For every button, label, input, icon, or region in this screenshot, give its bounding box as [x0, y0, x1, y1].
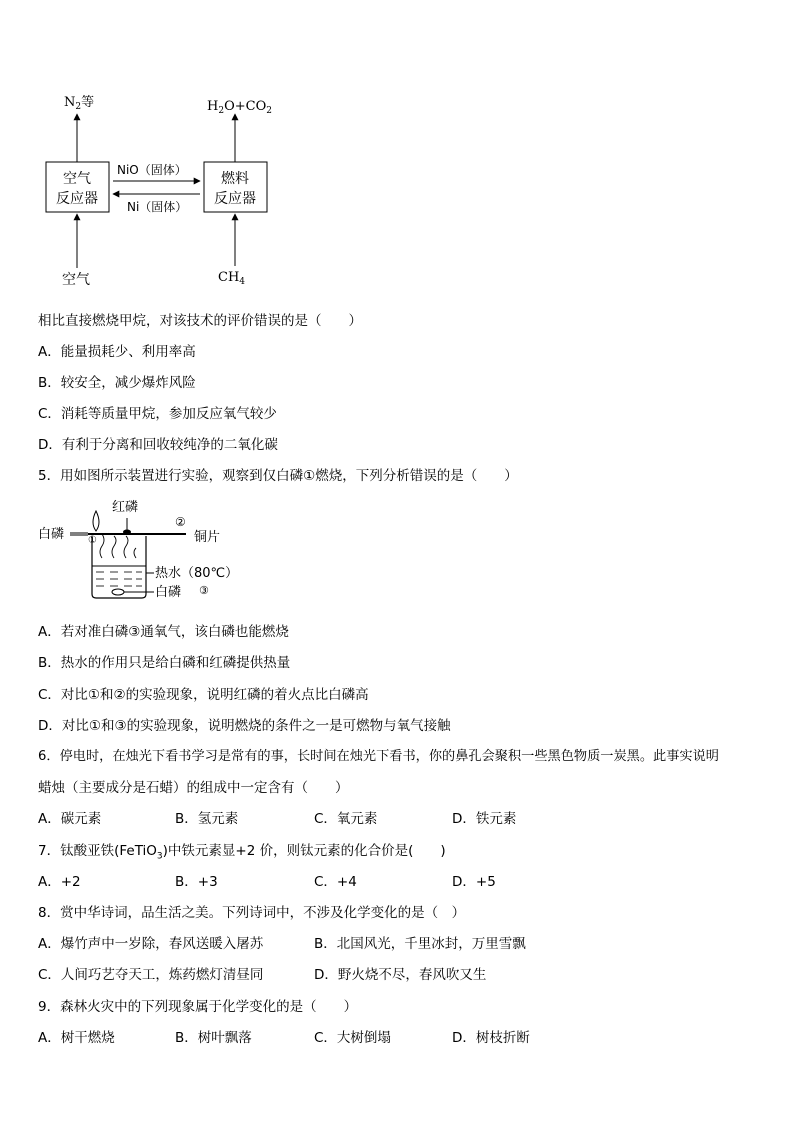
flame-icon — [93, 511, 99, 531]
q9-option-d: D．树枝折断 — [452, 1030, 530, 1046]
q4-option-d: D．有利于分离和回收较纯净的二氧化碳 — [38, 437, 278, 453]
phosphorus-experiment-diagram — [36, 496, 296, 606]
q7-option-d: D．+5 — [452, 874, 496, 890]
q9-stem: 9．森林火灾中的下列现象属于化学变化的是（ ） — [38, 999, 358, 1015]
q4-option-c: C．消耗等质量甲烷，参加反应氧气较少 — [38, 406, 277, 422]
q5-option-c: C．对比①和②的实验现象，说明红磷的着火点比白磷高 — [38, 687, 369, 703]
q7-option-b: B．+3 — [175, 874, 218, 890]
air-reactor-label-1: 空气 — [63, 171, 91, 187]
air-reactor-label-2: 反应器 — [56, 191, 98, 207]
h2o-co2-label: $H_2O+CO_2$ — [207, 99, 272, 116]
water-hatching — [96, 572, 142, 586]
q8-option-a: A．爆竹声中一岁除，春风送暖入屠苏 — [38, 936, 264, 952]
q6-stem-line1: 6．停电时，在烛光下看书学习是常有的事，长时间在烛光下看书，你的鼻孔会聚积一些黑色物质一炭黑。此事实说明 — [38, 749, 719, 764]
q8-option-d: D．野火烧不尽，春风吹又生 — [314, 967, 487, 983]
fuel-reactor-label-1: 燃料 — [221, 171, 249, 187]
q7-option-a: A．+2 — [38, 874, 81, 890]
nio-label: NiO（固体） — [117, 163, 187, 177]
q4-option-a: A．能量损耗少、利用率高 — [38, 344, 196, 360]
q9-option-b: B．树叶飘落 — [175, 1030, 252, 1046]
fuel-reactor-label-2: 反应器 — [214, 191, 256, 207]
steam-squiggles — [100, 534, 136, 558]
copper-label: 铜片 — [194, 530, 221, 545]
q8-option-c: C．人间巧艺夺天工，炼药燃灯清昼同 — [38, 967, 264, 983]
q5-option-d: D．对比①和③的实验现象，说明燃烧的条件之一是可燃物与氧气接触 — [38, 718, 451, 734]
label-1: ① — [88, 535, 97, 546]
q4-option-b: B．较安全，减少爆炸风险 — [38, 375, 196, 391]
q8-stem: 8．赏中华诗词，品生活之美。下列诗词中，不涉及化学变化的是（ ） — [38, 905, 466, 921]
q6-option-a: A．碳元素 — [38, 811, 102, 827]
q4-stem: 相比直接燃烧甲烷，对该技术的评价错误的是（ ） — [38, 313, 362, 329]
ch4-label: $CH_4$ — [218, 270, 246, 287]
red-phosphorus — [123, 530, 131, 535]
q5-option-a: A．若对准白磷③通氧气，该白磷也能燃烧 — [38, 624, 289, 640]
label-3: ③ — [199, 584, 209, 597]
hot-water-label: 热水（80℃） — [155, 566, 239, 581]
q9-option-c: C．大树倒塌 — [314, 1030, 391, 1046]
bottom-white-p-label: 白磷 — [155, 585, 182, 600]
q6-option-b: B．氢元素 — [175, 811, 239, 827]
q9-option-a: A．树干燃烧 — [38, 1030, 115, 1046]
q7-stem: 7．钛酸亚铁(FeTiO$_3$)中铁元素显+2 价，则钛元素的化合价是( ) — [38, 843, 446, 862]
red-phosphorus-label: 红磷 — [112, 500, 139, 515]
looping-combustion-diagram — [0, 0, 794, 300]
submerged-white-phosphorus — [112, 589, 124, 595]
air-input-label: 空气 — [62, 272, 90, 288]
label-2: ② — [175, 515, 186, 529]
q6-stem-line2: 蜡烛（主要成分是石蜡）的组成中一定含有（ ） — [38, 780, 349, 796]
q8-option-b: B．北国风光，千里冰封，万里雪飘 — [314, 936, 526, 952]
q5-option-b: B．热水的作用只是给白磷和红磷提供热量 — [38, 655, 291, 671]
ni-label: Ni（固体） — [127, 200, 188, 214]
n2-label: $N_2$等 — [64, 95, 95, 112]
q7-option-c: C．+4 — [314, 874, 357, 890]
q6-option-c: C．氧元素 — [314, 811, 378, 827]
q5-stem: 5．用如图所示装置进行实验，观察到仅白磷①燃烧，下列分析错误的是（ ） — [38, 468, 518, 484]
white-phosphorus-label: 白磷 — [38, 527, 65, 542]
q6-option-d: D．铁元素 — [452, 811, 517, 827]
